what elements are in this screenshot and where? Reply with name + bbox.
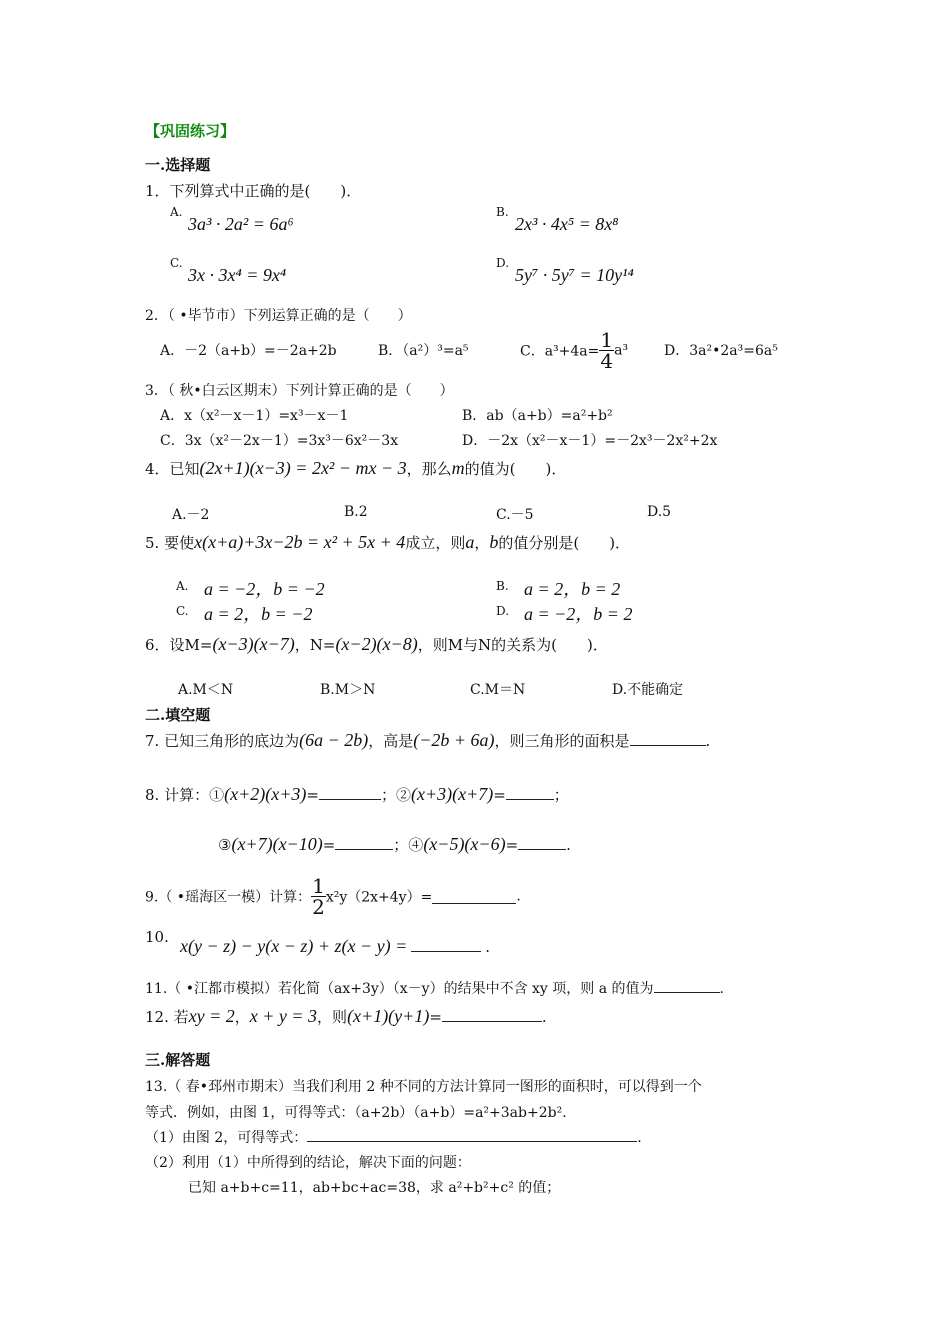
q7-answer-blank[interactable] xyxy=(630,731,706,746)
q8-blank-4[interactable] xyxy=(518,835,566,850)
q11-text: 11.（ •江都市模拟）若化简（ax+3y）（x－y）的结果中不含 xy 项，则 a 的值为 xyxy=(145,981,654,997)
q13-given: 已知 a+b+c=11，ab+bc+ac=38，求 a²+b²+c² 的值； xyxy=(188,1180,561,1196)
q9-post: x²y（2x+4y）= xyxy=(325,889,433,906)
q11-answer-blank[interactable] xyxy=(654,978,720,993)
q4-option-b: B.2 xyxy=(344,504,368,520)
q1-option-d: 5y⁷ · 5y⁷ = 10y¹⁴ xyxy=(515,265,634,285)
q6-option-d: D.不能确定 xyxy=(612,682,684,698)
q13-line-2: 等式．例如，由图 1，可得等式：（a+2b）（a+b）=a²+3ab+2b². xyxy=(145,1105,567,1121)
q7-base: (6a − 2b) xyxy=(299,730,369,750)
section-choice-title: 一.选择题 xyxy=(145,156,211,174)
q2-option-d: D．3a²•2a³=6a⁵ xyxy=(664,343,778,359)
q5-option-a: a = −2，b = −2 xyxy=(204,579,325,599)
q6-post: ，则M与N的关系为( )． xyxy=(417,636,608,654)
q12-mid: ，则 xyxy=(317,1008,348,1026)
q7-stem xyxy=(145,730,710,751)
q13-part-2: （2）利用（1）中所得到的结论，解决下面的问题： xyxy=(145,1155,471,1171)
q1-option-b-label: B. xyxy=(496,205,509,219)
q10-stem xyxy=(180,936,490,957)
q8-circle-2: ② xyxy=(395,786,411,804)
q5-option-b: a = 2，b = 2 xyxy=(524,579,621,599)
q6-option-b: B.M＞N xyxy=(320,682,376,698)
q8-circle-4: ④ xyxy=(408,836,424,854)
q10-answer-blank[interactable] xyxy=(411,937,481,952)
q5-option-d-label: D. xyxy=(496,604,510,618)
q10-num: 10. xyxy=(145,928,169,946)
q13-part-1 xyxy=(145,1127,642,1147)
q6-pre: 6．设M= xyxy=(145,636,213,654)
q3-option-b: B．ab（a+b）=a²+b² xyxy=(462,408,613,424)
q7-pre: 7. 已知三角形的底边为 xyxy=(145,732,300,750)
q8-blank-1[interactable] xyxy=(319,785,381,800)
exercise-heading: 【巩固练习】 xyxy=(145,122,236,140)
q7-height: (−2b + 6a) xyxy=(413,730,495,750)
q8-line2 xyxy=(218,834,571,855)
q12-cond-1: xy = 2 xyxy=(188,1006,235,1026)
q3-option-d: D．－2x（x²－x－1）=－2x³－2x²+2x xyxy=(462,433,718,449)
q5-var-b: b xyxy=(489,532,499,552)
q4-mid: ，那么 xyxy=(406,460,452,478)
q8-expr-1: (x+2)(x+3) xyxy=(224,784,307,804)
q5-mid: 成立，则 xyxy=(405,534,466,552)
q2-option-a: A．－2（a+b）=－2a+2b xyxy=(160,343,337,359)
q2-fraction-num: 1 xyxy=(600,328,614,352)
q2-stem: 2．（ •毕节市）下列运算正确的是（ ） xyxy=(145,308,412,324)
q5-pre: 5. 要使 xyxy=(145,534,195,552)
q5-stem xyxy=(145,532,630,553)
q6-stem xyxy=(145,634,608,655)
q2-option-c-pre: C．a³+4a= xyxy=(520,343,600,360)
q12-expr: (x+1)(y+1) xyxy=(347,1006,430,1026)
q5-sep: ， xyxy=(474,534,490,552)
q12-sep: ， xyxy=(234,1008,250,1026)
q9-answer-blank[interactable] xyxy=(432,889,516,904)
q12-pre: 12. 若 xyxy=(145,1008,189,1026)
q4-option-c: C.－5 xyxy=(496,507,534,523)
q8-expr-3: (x+7)(x−10) xyxy=(231,834,323,854)
q9-end: . xyxy=(516,888,521,905)
q8-eq-1: = xyxy=(306,786,319,804)
q2-option-c-post: a³ xyxy=(614,342,629,359)
q5-option-b-label: B. xyxy=(496,579,509,593)
q9-stem xyxy=(145,876,521,917)
q6-mid: ，N= xyxy=(294,636,336,654)
q5-option-a-label: A. xyxy=(176,579,189,593)
section-solve-title: 三.解答题 xyxy=(145,1051,211,1069)
q2-option-c xyxy=(520,330,628,371)
q8-semi-2: ； xyxy=(553,786,569,804)
q4-option-d: D.5 xyxy=(647,504,672,520)
q8-circle-1: ① xyxy=(209,786,225,804)
q7-post: ，则三角形的面积是 xyxy=(494,732,630,750)
q9-fraction-num: 1 xyxy=(312,874,325,898)
section-fill-title: 二.填空题 xyxy=(145,706,211,724)
q3-option-a: A．x（x²－x－1）=x³－x－1 xyxy=(160,408,349,424)
q5-var-a: a xyxy=(465,532,475,552)
q3-stem: 3．（ 秋•白云区期末）下列计算正确的是（ ） xyxy=(145,383,454,399)
q4-expr: (2x+1)(x−3) = 2x² − mx − 3 xyxy=(199,458,407,478)
q2-option-b: B．（a²）³=a⁵ xyxy=(378,343,469,359)
q8-pre: 8. 计算： xyxy=(145,786,210,804)
q5-post: 的值分别是( )． xyxy=(498,534,631,552)
q13-part-1-end: . xyxy=(637,1130,642,1146)
q8-blank-2[interactable] xyxy=(506,785,554,800)
q9-pre: 9.（ •瑶海区一模）计算： xyxy=(145,889,312,906)
q5-expr: x(x+a)+3x−2b = x² + 5x + 4 xyxy=(194,532,406,552)
q7-mid: ，高是 xyxy=(368,732,414,750)
q8-circle-3: ③ xyxy=(218,836,232,854)
q12-stem xyxy=(145,1006,547,1027)
q5-option-c: a = 2，b = −2 xyxy=(204,604,313,624)
q1-stem: 1．下列算式中正确的是( )． xyxy=(145,182,362,200)
q1-option-b: 2x³ · 4x⁵ = 8x⁸ xyxy=(515,214,619,234)
q12-eq: = xyxy=(429,1008,442,1026)
q10-expr: x(y − z) − y(x − z) + z(x − y) = xyxy=(180,936,408,956)
q8-line1 xyxy=(145,784,569,805)
q1-option-d-label: D. xyxy=(496,256,510,270)
q2-fraction xyxy=(599,330,614,371)
q10-end: . xyxy=(485,938,491,956)
q9-fraction xyxy=(311,876,326,917)
q1-option-a: 3a³ · 2a² = 6a⁶ xyxy=(188,214,294,234)
q12-cond-2: x + y = 3 xyxy=(249,1006,318,1026)
q8-semi-3: ； xyxy=(393,836,409,854)
q11-end: . xyxy=(719,981,724,997)
q4-var: m xyxy=(451,458,465,478)
q6-n-expr: (x−2)(x−8) xyxy=(335,634,418,654)
q9-fraction-den: 2 xyxy=(312,895,325,919)
q4-post: 的值为( )． xyxy=(464,460,567,478)
q11-stem xyxy=(145,978,724,998)
q8-eq-2: = xyxy=(493,786,506,804)
q4-stem xyxy=(145,458,566,479)
q13-part-1-blank[interactable] xyxy=(307,1127,637,1142)
q5-option-c-label: C. xyxy=(176,604,189,618)
q7-end: . xyxy=(705,732,711,750)
q6-option-c: C.M＝N xyxy=(470,682,526,698)
q13-line-1: 13.（ 春•邳州市期末）当我们利用 2 种不同的方法计算同一图形的面积时，可以得到一个 xyxy=(145,1079,702,1095)
q1-option-c-label: C. xyxy=(170,256,183,270)
q8-end: . xyxy=(566,836,571,854)
q6-m-expr: (x−3)(x−7) xyxy=(212,634,295,654)
q3-option-c: C．3x（x²－2x－1）=3x³－6x²－3x xyxy=(160,433,399,449)
q2-fraction-den: 4 xyxy=(600,349,614,373)
q8-eq-3: = xyxy=(322,836,336,854)
q12-end: . xyxy=(541,1008,547,1026)
q8-expr-4: (x−5)(x−6) xyxy=(423,834,506,854)
q8-eq-4: = xyxy=(505,836,519,854)
q1-option-c: 3x · 3x⁴ = 9x⁴ xyxy=(188,265,287,285)
q5-option-d: a = −2，b = 2 xyxy=(524,604,633,624)
q13-part-1-text: （1）由图 2，可得等式： xyxy=(145,1130,308,1146)
q4-option-a: A.－2 xyxy=(172,507,210,523)
q8-semi-1: ； xyxy=(380,786,396,804)
q4-pre: 4．已知 xyxy=(145,460,200,478)
q1-option-a-label: A. xyxy=(170,205,183,219)
q8-expr-2: (x+3)(x+7) xyxy=(410,784,494,804)
q8-blank-3[interactable] xyxy=(335,835,393,850)
q12-answer-blank[interactable] xyxy=(442,1007,542,1022)
q6-option-a: A.M＜N xyxy=(178,682,234,698)
